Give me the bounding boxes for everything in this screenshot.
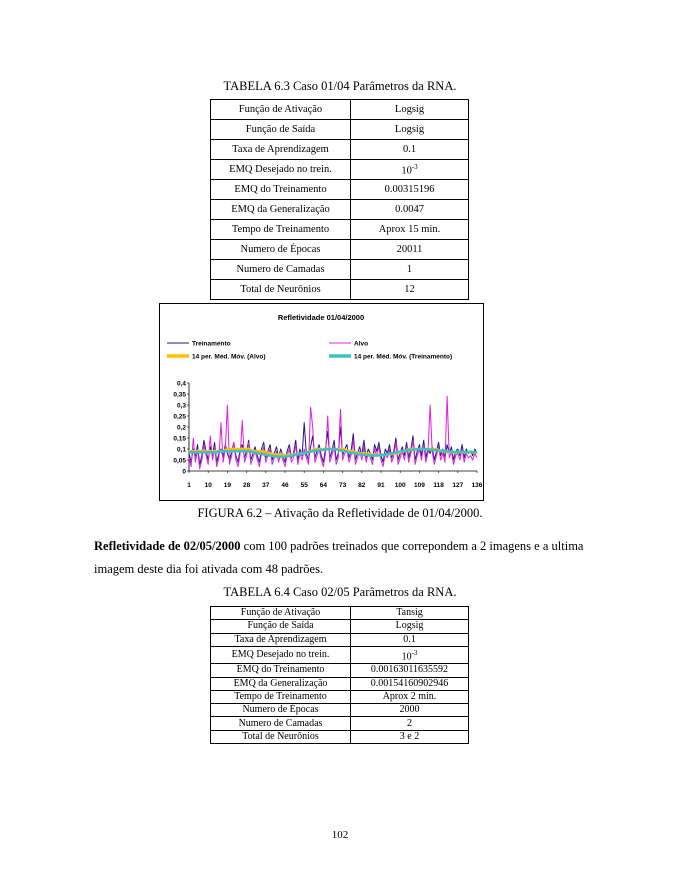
param-value: Aprox 15 min.: [378, 224, 441, 235]
param-value-exponent: -3: [411, 162, 418, 171]
param-name-cell: Função de Ativação: [211, 607, 351, 620]
legend-label: 14 per. Méd. Móv. (Alvo): [192, 353, 266, 361]
param-value: 12: [404, 284, 415, 295]
param-value: 0.00163011635592: [370, 664, 449, 676]
x-tick-label: 82: [358, 482, 366, 489]
table-row: [211, 607, 469, 620]
y-tick-label: 0,15: [173, 435, 186, 443]
param-name-cell: Função de Saída: [211, 620, 351, 633]
param-value-cell: [351, 260, 469, 280]
param-name-cell: Numero de Épocas: [211, 704, 351, 717]
x-tick-label: 109: [413, 482, 425, 489]
table-row: [211, 730, 469, 743]
param-name-cell: Total de Neurônios: [211, 280, 351, 300]
param-name-cell: Função de Saída: [211, 120, 351, 140]
x-tick-label: 55: [300, 482, 308, 489]
table-row: [211, 620, 469, 633]
x-tick-label: 64: [319, 482, 328, 489]
param-name-cell: Taxa de Aprendizagem: [211, 140, 351, 160]
param-value-cell: [351, 704, 469, 717]
table-row: [211, 200, 469, 220]
y-tick-label: 0,1: [176, 446, 186, 454]
y-tick-label: 0,4: [176, 380, 186, 388]
x-tick-label: 73: [338, 482, 347, 489]
param-name-cell: EMQ Desejado no trein.: [211, 646, 351, 663]
param-name-cell: EMQ Desejado no trein.: [211, 160, 351, 180]
y-tick-label: 0,3: [176, 402, 186, 410]
table-row: [211, 100, 469, 120]
param-value: 0.0047: [395, 204, 424, 215]
table-row: [211, 717, 469, 730]
param-value-exponent: -3: [411, 648, 418, 657]
param-value-cell: [351, 240, 469, 260]
legend-label: 14 per. Méd. Móv. (Treinamento): [354, 353, 453, 361]
param-value-cell: [351, 280, 469, 300]
y-tick-label: 0,35: [173, 391, 186, 399]
table-row: [211, 677, 469, 690]
param-name-cell: Tempo de Treinamento: [211, 690, 351, 703]
chart-title: Refletividade 01/04/2000: [277, 313, 365, 322]
x-tick-label: 37: [262, 482, 270, 489]
param-value-cell: [351, 180, 469, 200]
x-tick-label: 100: [394, 482, 406, 489]
x-tick-label: 91: [377, 482, 385, 489]
x-tick-label: 1: [187, 482, 191, 489]
param-value-cell: [351, 120, 469, 140]
params-table-1: [210, 99, 469, 300]
param-value-cell: [351, 690, 469, 703]
param-value: 0.1: [402, 144, 417, 155]
table-row: [211, 260, 469, 280]
param-value: 2: [407, 717, 412, 729]
x-tick-label: 28: [242, 482, 251, 489]
param-value: 10: [401, 165, 412, 177]
param-value-cell: [351, 677, 469, 690]
table-row: [211, 160, 469, 180]
param-name-cell: EMQ do Treinamento: [211, 664, 351, 677]
x-tick-label: 127: [452, 482, 464, 489]
body-paragraph: [94, 535, 594, 581]
param-value-cell: [351, 717, 469, 730]
param-value: Logsig: [394, 104, 425, 115]
page-number: 102: [331, 829, 349, 841]
param-value-cell: [351, 646, 469, 663]
param-value: Logsig: [395, 620, 424, 632]
param-value-cell: [351, 220, 469, 240]
param-value: 20011: [396, 244, 423, 255]
table-row: [211, 633, 469, 646]
table-row: [211, 180, 469, 200]
x-tick-label: 136: [471, 482, 483, 489]
table-row: [211, 704, 469, 717]
paragraph-text: com 100 padrões treinados que correpondem a 2 imagens e a ultima imagem deste dia foi ativada com 48 padrões.: [94, 539, 584, 576]
param-name-cell: Total de Neurônios: [211, 730, 351, 743]
table-row: [211, 280, 469, 300]
param-value-cell: [351, 730, 469, 743]
table-row: [211, 646, 469, 663]
param-name-cell: Numero de Épocas: [211, 240, 351, 260]
param-name-cell: EMQ da Generalização: [211, 677, 351, 690]
x-tick-label: 118: [433, 482, 444, 489]
x-tick-label: 19: [223, 482, 232, 489]
params-table-2: [210, 606, 469, 744]
table-row: [211, 220, 469, 240]
param-value-cell: [351, 100, 469, 120]
table-row: [211, 140, 469, 160]
param-value: 0.1: [403, 633, 416, 645]
param-value: 3 e 2: [399, 730, 420, 742]
table-row: [211, 240, 469, 260]
y-tick-label: 0: [182, 468, 186, 476]
param-value: Aprox 2 min.: [382, 690, 437, 702]
y-tick-label: 0,2: [176, 424, 186, 432]
reflectivity-chart: [159, 303, 484, 501]
param-value-cell: [351, 664, 469, 677]
param-value-cell: [351, 620, 469, 633]
param-value-cell: [351, 140, 469, 160]
param-value-cell: [351, 160, 469, 180]
x-tick-label: 46: [281, 482, 289, 489]
param-value: Logsig: [394, 124, 425, 135]
param-name-cell: Função de Ativação: [211, 100, 351, 120]
legend-label: Treinamento: [192, 340, 231, 348]
param-name-cell: EMQ da Generalização: [211, 200, 351, 220]
y-tick-label: 0,25: [173, 413, 186, 421]
x-tick-label: 10: [204, 482, 212, 489]
param-name-cell: EMQ do Treinamento: [211, 180, 351, 200]
figure-caption: FIGURA 6.2 – Ativação da Refletividade de 01/04/2000.: [197, 506, 483, 520]
table1-caption: TABELA 6.3 Caso 01/04 Parâmetros da RNA.: [223, 79, 457, 93]
table2-caption: TABELA 6.4 Caso 02/05 Parâmetros da RNA.: [223, 585, 457, 599]
legend-label: Alvo: [354, 340, 369, 348]
param-value-cell: [351, 200, 469, 220]
table-row: [211, 664, 469, 677]
paragraph-bold-lead: Refletividade de 02/05/2000: [94, 539, 241, 553]
table-row: [211, 120, 469, 140]
param-value: 10: [401, 651, 412, 663]
param-value: 0.00154160902946: [370, 677, 449, 689]
param-value-cell: [351, 633, 469, 646]
param-name-cell: Numero de Camadas: [211, 260, 351, 280]
table-row: [211, 690, 469, 703]
param-name-cell: Taxa de Aprendizagem: [211, 633, 351, 646]
param-name-cell: Tempo de Treinamento: [211, 220, 351, 240]
param-value: 2000: [399, 704, 420, 716]
param-value: 1: [406, 264, 413, 275]
param-value: 0.00315196: [384, 184, 435, 195]
param-value: Tansig: [396, 607, 423, 619]
param-name-cell: Numero de Camadas: [211, 717, 351, 730]
param-value-cell: [351, 607, 469, 620]
y-tick-label: 0,05: [173, 457, 186, 465]
